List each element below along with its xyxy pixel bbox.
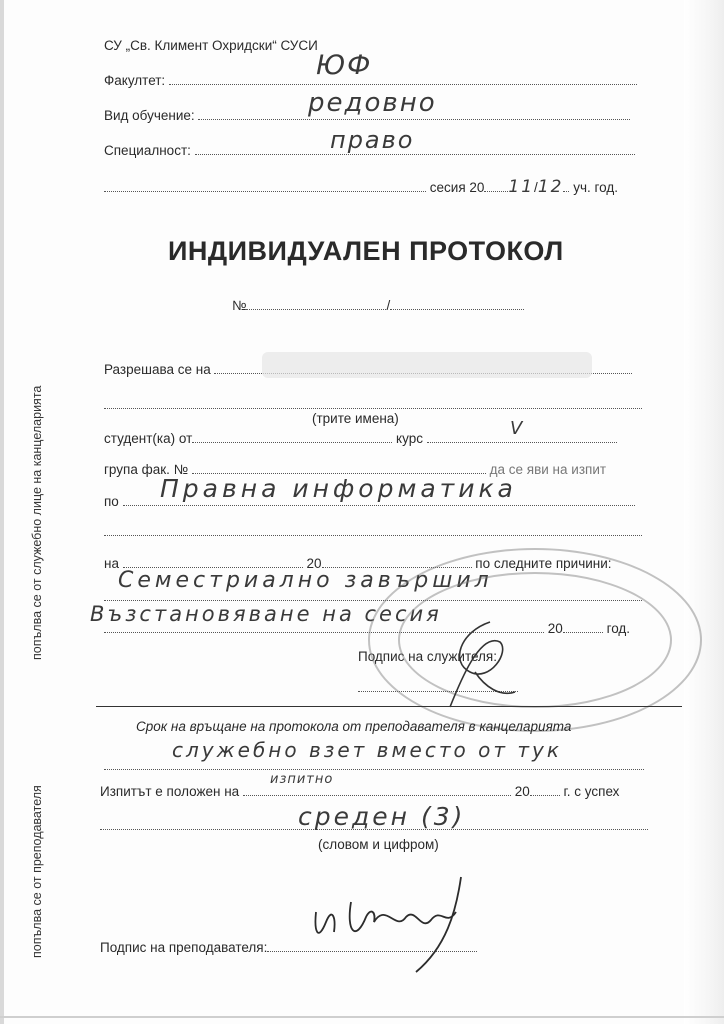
scan-edge-right	[684, 0, 724, 1024]
university-name: СУ „Св. Климент Охридски“ СУСИ	[104, 38, 318, 53]
session-dots	[104, 181, 426, 192]
redacted-name-area	[262, 352, 592, 378]
course-label: курс	[396, 431, 423, 446]
year-label: 20	[306, 556, 322, 571]
exam-year: 20	[514, 784, 530, 799]
extra-row	[104, 524, 642, 539]
reason-suffix: год.	[606, 621, 631, 636]
number-row	[232, 298, 524, 313]
group-label: група фак. №	[104, 462, 189, 477]
faculty-label: Факултет:	[104, 73, 166, 88]
clerk-sign-label: Подпис на служителя:	[358, 649, 497, 664]
specialty-label: Специалност:	[104, 143, 191, 158]
session-dots-a	[484, 181, 508, 192]
teacher-sign-label: Подпис на преподавателя:	[100, 940, 268, 955]
reason-year: 20	[547, 621, 563, 636]
exam-year-dots	[530, 785, 560, 796]
session-sep: /	[534, 180, 538, 195]
student-dots	[192, 432, 392, 443]
teacher-signature	[296, 862, 486, 982]
faculty-handwritten: ЮФ	[316, 50, 373, 81]
faculty-dots	[169, 74, 637, 85]
date-dots-a	[123, 557, 303, 568]
side-text-teacher: попълва се от преподавателя	[30, 785, 44, 958]
exam-done-handwritten: изпитно	[270, 772, 334, 787]
exam-done-row	[100, 784, 619, 799]
session-label: сесия 20	[429, 180, 485, 195]
extra-dots	[104, 525, 642, 536]
grade-handwritten: среден (3)	[298, 802, 466, 831]
section-divider	[96, 706, 682, 707]
scan-edge-left	[0, 0, 4, 1024]
bottom-edge	[0, 1016, 724, 1018]
grade-label: г. с успех	[563, 784, 620, 799]
subject-label: по	[104, 494, 119, 509]
allowed-label: Разрешава се на	[104, 362, 211, 377]
exam-label: да се яви на изпит	[489, 462, 607, 477]
specialty-handwritten: право	[330, 126, 415, 154]
document-title: ИНДИВИДУАЛЕН ПРОТОКОЛ	[168, 236, 564, 266]
session-suffix: уч. год.	[573, 180, 618, 195]
specialty-dots	[195, 144, 635, 155]
subject-handwritten: Правна информатика	[160, 474, 517, 503]
on-label: на	[104, 556, 119, 571]
names-caption: (трите имена)	[312, 411, 399, 426]
number-sep: /	[386, 298, 391, 313]
student-label: студент(ка) от	[104, 431, 193, 446]
return-note: Срок на връщане на протокола от преподавателя в канцеларията	[136, 719, 572, 734]
reason-handwritten-1: Семестриално завършил	[118, 568, 493, 593]
side-text-clerk: попълва се от служебно лице на канцеларията	[30, 385, 44, 660]
number-dots-a	[246, 299, 386, 310]
course-handwritten: V	[510, 418, 525, 439]
reason-handwritten-2: Възстановяване на сесия	[90, 602, 442, 626]
number-dots-b	[390, 299, 524, 310]
reasons-label: по следните причини:	[475, 556, 612, 571]
student-row	[104, 431, 617, 446]
group-dots	[192, 463, 486, 474]
number-label: №	[232, 298, 247, 313]
session-year-from: 11	[508, 177, 535, 197]
session-row	[104, 177, 618, 197]
session-year-to: 12	[537, 177, 564, 197]
names-dots	[104, 398, 642, 409]
names-row	[104, 397, 642, 412]
grade-caption: (словом и цифром)	[318, 837, 439, 852]
study-handwritten: редовно	[308, 88, 437, 118]
study-label: Вид обучение:	[104, 108, 195, 123]
return-handwritten: служебно взет вместо от тук	[172, 738, 562, 762]
exam-done-label: Изпитът е положен на	[100, 784, 240, 799]
session-dots-b	[563, 181, 569, 192]
